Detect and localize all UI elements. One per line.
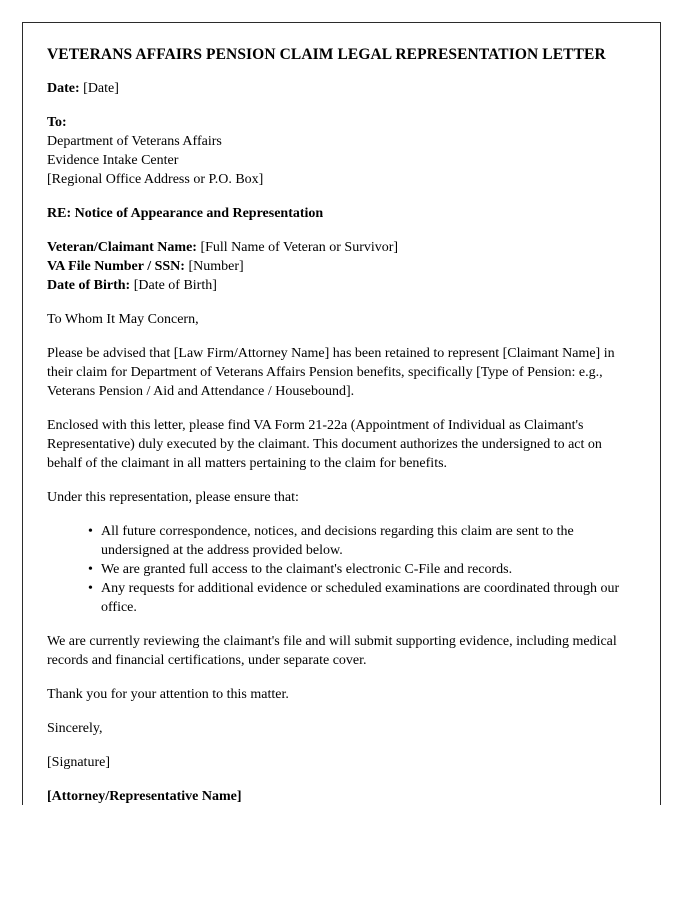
list-intro: Under this representation, please ensure that:	[47, 490, 299, 505]
subject-line: RE: Notice of Appearance and Representation	[47, 206, 324, 221]
identification-row	[47, 238, 638, 257]
signature-placeholder: [Signature]	[47, 755, 110, 770]
date-label: Date:	[47, 81, 80, 96]
recipient-line-1: Department of Veterans Affairs	[47, 134, 222, 149]
salutation: To Whom It May Concern,	[47, 312, 199, 327]
recipient-line-3: [Regional Office Address or P.O. Box]	[47, 172, 264, 187]
paragraph-thanks: Thank you for your attention to this matter.	[47, 687, 289, 702]
letter-body	[23, 23, 660, 805]
recipient-block	[47, 113, 638, 189]
paragraph-enclosure: Enclosed with this letter, please find VA Form 21-22a (Appointment of Individual as Claimant's Representative) duly executed by the claimant. This document authorizes the undersigned to act on behalf of the claimant in all matters pertaining to the claim for benefits.	[47, 418, 602, 471]
identification-row	[47, 276, 638, 295]
claimant-identification-block	[47, 238, 638, 295]
date-of-birth-label: Date of Birth:	[47, 278, 131, 293]
date-value: [Date]	[83, 81, 119, 96]
list-item: • We are granted full access to the claimant's electronic C-File and records.	[88, 560, 638, 579]
recipient-label: To:	[47, 115, 67, 130]
identification-row	[47, 257, 638, 276]
date-of-birth-value: [Date of Birth]	[133, 278, 217, 293]
veteran-name-label: Veteran/Claimant Name:	[47, 240, 197, 255]
signer-name: [Attorney/Representative Name]	[47, 789, 242, 804]
veteran-name-value: [Full Name of Veteran or Survivor]	[200, 240, 399, 255]
paragraph-retainer: Please be advised that [Law Firm/Attorney Name] has been retained to represent [Claimant Name] in their claim for Department of Veterans Affairs Pension benefits, specifically [Type of Pension: e.g., Veterans Pension / Aid and Attendance / Housebound].	[47, 346, 615, 399]
date-line	[47, 79, 638, 98]
document-title: VETERANS AFFAIRS PENSION CLAIM LEGAL REPRESENTATION LETTER	[47, 46, 606, 63]
list-item: • Any requests for additional evidence or scheduled examinations are coordinated through our office.	[88, 579, 638, 617]
letter-document-frame	[22, 22, 661, 805]
list-item: • All future correspondence, notices, and decisions regarding this claim are sent to the undersigned at the address provided below.	[88, 522, 638, 560]
closing-salutation: Sincerely,	[47, 721, 103, 736]
va-file-number-value: [Number]	[188, 259, 244, 274]
paragraph-review: We are currently reviewing the claimant's file and will submit supporting evidence, including medical records and financial certifications, under separate cover.	[47, 634, 617, 668]
va-file-number-label: VA File Number / SSN:	[47, 259, 185, 274]
representation-conditions-list	[47, 522, 638, 617]
recipient-line-2: Evidence Intake Center	[47, 153, 179, 168]
